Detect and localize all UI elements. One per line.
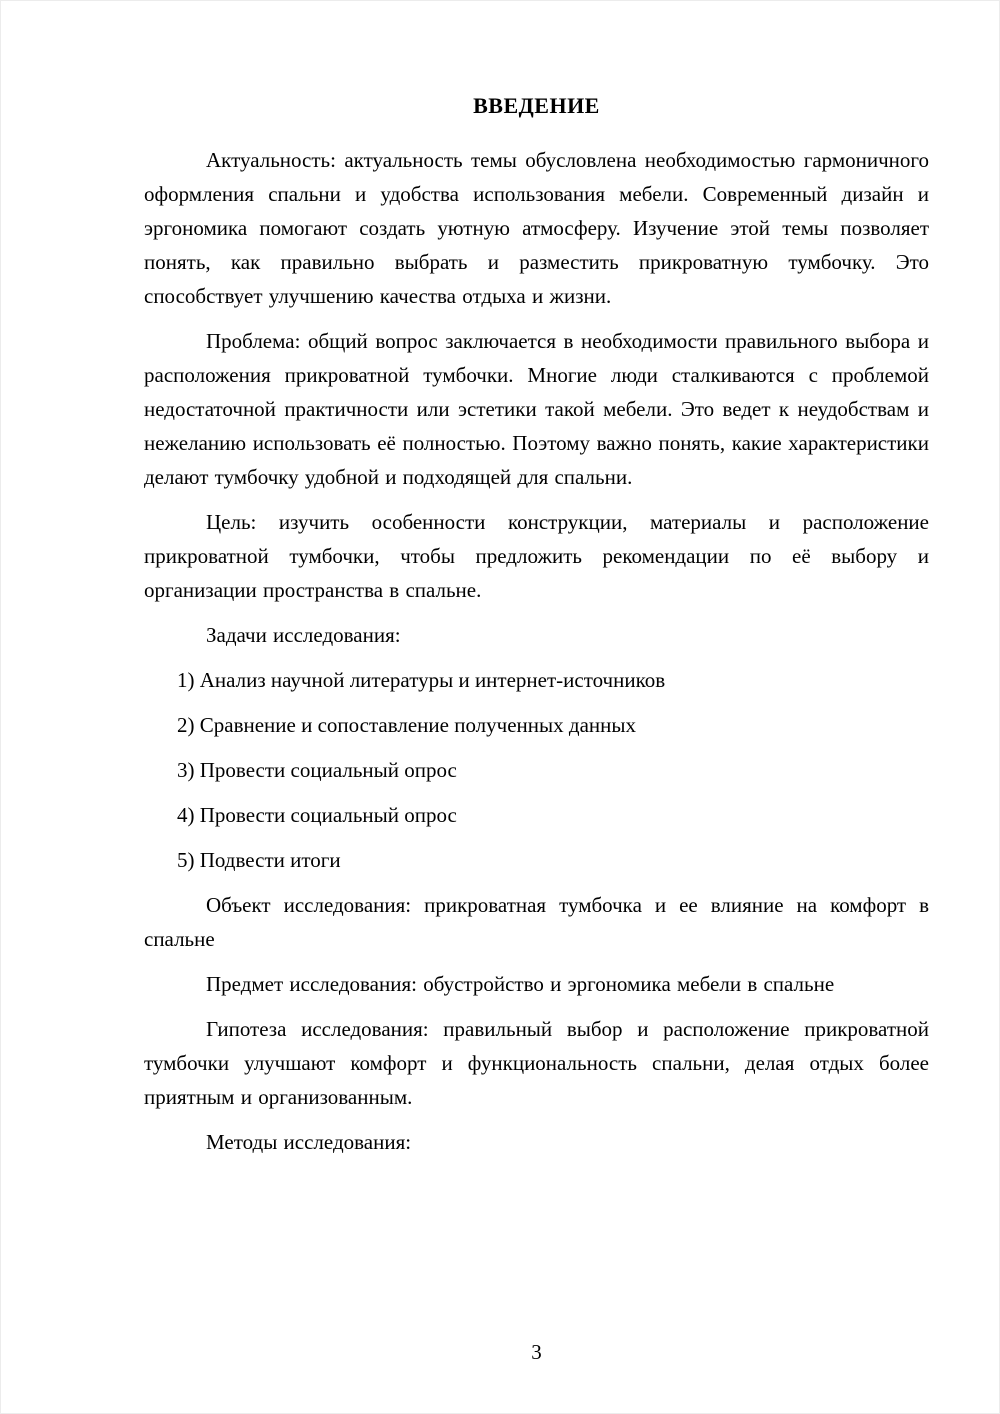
- paragraph-aktualnost: Актуальность: актуальность темы обусловлена необходимостью гармоничного оформления спальни и удобства использования мебели. Современный дизайн и эргономика помогают создать уютную атмосферу. Изучение этой темы позволяет понять, как правильно выбрать и разместить прикроватную тумбочку. Это способствует улучшению качества отдыха и жизни.: [144, 148, 929, 308]
- paragraph-obekt: Объект исследования: прикроватная тумбочка и ее влияние на комфорт в спальне: [144, 893, 929, 951]
- list-item-task-1: 1) Анализ научной литературы и интернет-источников: [177, 668, 666, 692]
- list-item-task-4: 4) Провести социальный опрос: [177, 803, 457, 827]
- paragraph-tsel: Цель: изучить особенности конструкции, материалы и расположение прикроватной тумбочки, чтобы предложить рекомендации по её выбору и организации пространства в спальне.: [144, 510, 929, 602]
- paragraph-predmet: Предмет исследования: обустройство и эргономика мебели в спальне: [206, 972, 835, 996]
- page-title: ВВЕДЕНИЕ: [473, 93, 600, 118]
- page-number: 3: [531, 1340, 542, 1364]
- task-list: [144, 663, 929, 877]
- list-item-task-3: 3) Провести социальный опрос: [177, 758, 457, 782]
- list-item-task-2: 2) Сравнение и сопоставление полученных данных: [177, 713, 636, 737]
- paragraph-gipoteza: Гипотеза исследования: правильный выбор и расположение прикроватной тумбочки улучшают комфорт и функциональность спальни, делая отдых более приятным и организованным.: [144, 1017, 929, 1109]
- list-item-task-5: 5) Подвести итоги: [177, 848, 341, 872]
- paragraph-zadachi-heading: Задачи исследования:: [206, 623, 401, 647]
- paragraph-metody-heading: Методы исследования:: [206, 1130, 412, 1154]
- paragraph-problema: Проблема: общий вопрос заключается в необходимости правильного выбора и расположения прикроватной тумбочки. Многие люди сталкиваются с проблемой недостаточной практичности или эстетики такой мебели. Это ведет к неудобствам и нежеланию использовать её полностью. Поэтому важно понять, какие характеристики делают тумбочку удобной и подходящей для спальни.: [144, 329, 929, 489]
